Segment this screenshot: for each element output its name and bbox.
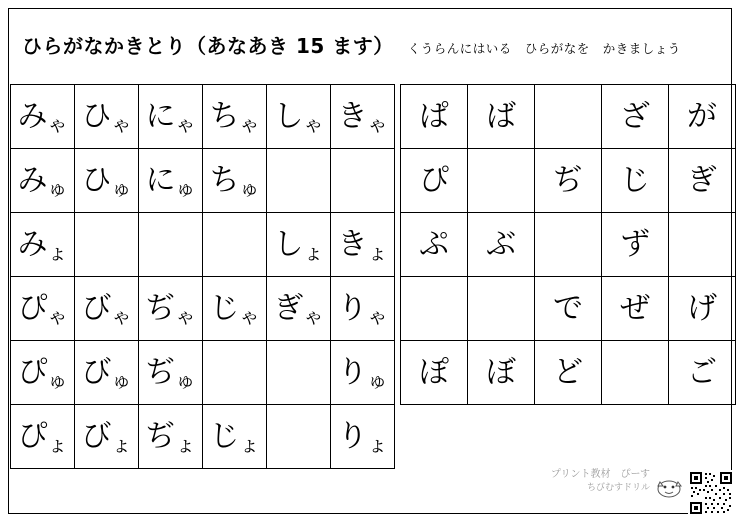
kana-row	[11, 149, 395, 213]
kana-cell-filled[interactable]	[11, 85, 75, 149]
qr-code-icon	[688, 470, 734, 516]
kana-cell-filled[interactable]	[535, 149, 602, 213]
kana-base-char: で	[553, 290, 583, 326]
kana-cell-filled[interactable]	[602, 277, 669, 341]
kana-base-char: ぢ	[145, 354, 176, 390]
credit-line-2: ちびむすドリル	[586, 482, 650, 493]
kana-base-char: び	[81, 418, 112, 454]
kana-cell-filled[interactable]	[401, 85, 468, 149]
kana-base-char: ざ	[620, 98, 650, 134]
kana-small-char: ゅ	[111, 175, 132, 200]
kana-cell-filled[interactable]	[669, 85, 736, 149]
kana-cell-filled[interactable]	[11, 213, 75, 277]
page-subtitle: くうらんにはいる ひらがなを かきましょう	[407, 41, 681, 56]
kana-cell-filled[interactable]	[331, 277, 395, 341]
kana-cell-filled[interactable]	[468, 341, 535, 405]
worksheet-header	[22, 30, 681, 59]
kana-small-char: ゅ	[111, 367, 132, 392]
kana-cell-blank[interactable]	[139, 213, 203, 277]
kana-base-char: ぼ	[486, 354, 516, 390]
kana-small-char: ょ	[111, 431, 132, 456]
kana-cell-filled[interactable]	[602, 85, 669, 149]
kana-base-char: に	[145, 98, 176, 134]
kana-small-char: ょ	[303, 239, 324, 264]
kana-cell-blank[interactable]	[331, 149, 395, 213]
kana-cell-filled[interactable]	[11, 405, 75, 469]
kana-row	[401, 149, 736, 213]
kana-small-char: ゃ	[111, 303, 132, 328]
kana-cell-filled[interactable]	[139, 149, 203, 213]
kana-base-char: み	[17, 162, 48, 198]
mascot-icon	[656, 476, 686, 498]
kana-cell-filled[interactable]	[267, 277, 331, 341]
kana-cell-blank[interactable]	[401, 277, 468, 341]
kana-cell-blank[interactable]	[267, 405, 331, 469]
kana-base-char: り	[337, 418, 368, 454]
kana-cell-filled[interactable]	[139, 405, 203, 469]
kana-base-char: ぜ	[620, 290, 650, 326]
kana-cell-filled[interactable]	[331, 213, 395, 277]
kana-small-char: ゃ	[367, 111, 388, 136]
kana-base-char: し	[273, 226, 304, 262]
kana-cell-filled[interactable]	[267, 213, 331, 277]
kana-cell-filled[interactable]	[139, 341, 203, 405]
kana-cell-blank[interactable]	[468, 277, 535, 341]
kana-base-char: み	[17, 98, 48, 134]
footer-credit	[551, 468, 650, 494]
kana-cell-filled[interactable]	[75, 149, 139, 213]
kana-small-char: ょ	[367, 239, 388, 264]
kana-small-char: ゅ	[367, 367, 388, 392]
kana-base-char: じ	[209, 418, 240, 454]
kana-cell-filled[interactable]	[267, 85, 331, 149]
kana-cell-filled[interactable]	[75, 341, 139, 405]
kana-base-char: き	[337, 226, 368, 262]
kana-cell-filled[interactable]	[139, 85, 203, 149]
kana-base-char: し	[273, 98, 304, 134]
kana-base-char: ど	[553, 354, 583, 390]
kana-cell-filled[interactable]	[535, 341, 602, 405]
kana-small-char: ゃ	[47, 303, 68, 328]
kana-cell-filled[interactable]	[203, 277, 267, 341]
kana-cell-filled[interactable]	[468, 213, 535, 277]
kana-base-char: ず	[620, 226, 650, 262]
kana-base-char: ぢ	[145, 290, 176, 326]
kana-small-char: ゅ	[47, 367, 68, 392]
kana-cell-filled[interactable]	[75, 85, 139, 149]
kana-small-char: ゃ	[111, 111, 132, 136]
kana-row	[11, 341, 395, 405]
kana-cell-filled[interactable]	[331, 341, 395, 405]
kana-base-char: ぴ	[17, 418, 48, 454]
kana-small-char: ゅ	[175, 367, 196, 392]
kana-grid-left-body	[11, 85, 395, 469]
kana-cell-filled[interactable]	[11, 149, 75, 213]
kana-cell-blank[interactable]	[535, 85, 602, 149]
kana-cell-filled[interactable]	[331, 405, 395, 469]
kana-base-char: ち	[209, 98, 240, 134]
kana-base-char: ぽ	[419, 354, 449, 390]
kana-base-char: び	[81, 290, 112, 326]
kana-cell-filled[interactable]	[669, 341, 736, 405]
kana-small-char: ょ	[47, 239, 68, 264]
kana-cell-blank[interactable]	[602, 341, 669, 405]
kana-cell-filled[interactable]	[11, 277, 75, 341]
kana-cell-filled[interactable]	[331, 85, 395, 149]
kana-cell-filled[interactable]	[203, 405, 267, 469]
kana-base-char: き	[337, 98, 368, 134]
kana-cell-blank[interactable]	[535, 213, 602, 277]
kana-row	[11, 405, 395, 469]
kana-base-char: ぶ	[486, 226, 516, 262]
kana-base-char: ぎ	[687, 162, 717, 198]
kana-cell-filled[interactable]	[401, 149, 468, 213]
kana-grid-right	[400, 84, 736, 405]
kana-base-char: ぴ	[419, 162, 449, 198]
page-title: ひらがなかきとり（あなあき 15 ます）	[22, 34, 394, 58]
kana-small-char: ゃ	[303, 303, 324, 328]
kana-cell-filled[interactable]	[535, 277, 602, 341]
kana-base-char: び	[81, 354, 112, 390]
kana-base-char: ぱ	[419, 98, 449, 134]
kana-small-char: ょ	[47, 431, 68, 456]
kana-base-char: じ	[209, 290, 240, 326]
kana-cell-blank[interactable]	[267, 149, 331, 213]
kana-cell-filled[interactable]	[602, 149, 669, 213]
kana-cell-filled[interactable]	[602, 213, 669, 277]
kana-row	[401, 277, 736, 341]
kana-base-char: み	[17, 226, 48, 262]
kana-small-char: ゃ	[303, 111, 324, 136]
kana-small-char: ょ	[367, 431, 388, 456]
kana-cell-blank[interactable]	[468, 149, 535, 213]
kana-small-char: ゃ	[367, 303, 388, 328]
kana-base-char: ぢ	[553, 162, 583, 198]
kana-cell-blank[interactable]	[75, 213, 139, 277]
kana-small-char: ゃ	[47, 111, 68, 136]
kana-small-char: ょ	[175, 431, 196, 456]
kana-base-char: ひ	[81, 98, 112, 134]
kana-row	[11, 213, 395, 277]
kana-base-char: ひ	[81, 162, 112, 198]
kana-cell-filled[interactable]	[11, 341, 75, 405]
kana-base-char: ば	[486, 98, 516, 134]
kana-small-char: ゅ	[239, 175, 260, 200]
kana-cell-blank[interactable]	[203, 341, 267, 405]
kana-small-char: ゅ	[47, 175, 68, 200]
kana-base-char: ぎ	[273, 290, 304, 326]
kana-grid-right-body	[401, 85, 736, 405]
kana-cell-filled[interactable]	[401, 213, 468, 277]
kana-base-char: が	[687, 98, 717, 134]
kana-small-char: ゃ	[239, 303, 260, 328]
kana-base-char: ぷ	[419, 226, 449, 262]
kana-grid-left	[10, 84, 395, 469]
kana-base-char: ぢ	[145, 418, 176, 454]
kana-cell-filled[interactable]	[139, 277, 203, 341]
kana-base-char: に	[145, 162, 176, 198]
kana-cell-blank[interactable]	[203, 213, 267, 277]
kana-base-char: じ	[620, 162, 650, 198]
kana-base-char: ち	[209, 162, 240, 198]
kana-base-char: り	[337, 354, 368, 390]
kana-cell-filled[interactable]	[203, 149, 267, 213]
kana-base-char: げ	[687, 290, 717, 326]
kana-small-char: ゃ	[175, 303, 196, 328]
kana-cell-filled[interactable]	[669, 149, 736, 213]
kana-base-char: ご	[687, 354, 717, 390]
kana-cell-filled[interactable]	[75, 405, 139, 469]
credit-line-1: プリント教材 ぴーす	[550, 469, 650, 481]
kana-cell-filled[interactable]	[669, 277, 736, 341]
kana-cell-blank[interactable]	[669, 213, 736, 277]
kana-cell-filled[interactable]	[203, 85, 267, 149]
kana-row	[11, 277, 395, 341]
kana-base-char: ぴ	[17, 354, 48, 390]
kana-small-char: ゃ	[175, 111, 196, 136]
kana-row	[401, 85, 736, 149]
kana-base-char: り	[337, 290, 368, 326]
kana-small-char: ょ	[239, 431, 260, 456]
kana-base-char: ぴ	[17, 290, 48, 326]
kana-cell-filled[interactable]	[75, 277, 139, 341]
kana-cell-filled[interactable]	[468, 85, 535, 149]
kana-row	[401, 213, 736, 277]
kana-row	[401, 341, 736, 405]
kana-row	[11, 85, 395, 149]
kana-cell-filled[interactable]	[401, 341, 468, 405]
kana-cell-blank[interactable]	[267, 341, 331, 405]
kana-small-char: ゃ	[239, 111, 260, 136]
kana-small-char: ゅ	[175, 175, 196, 200]
